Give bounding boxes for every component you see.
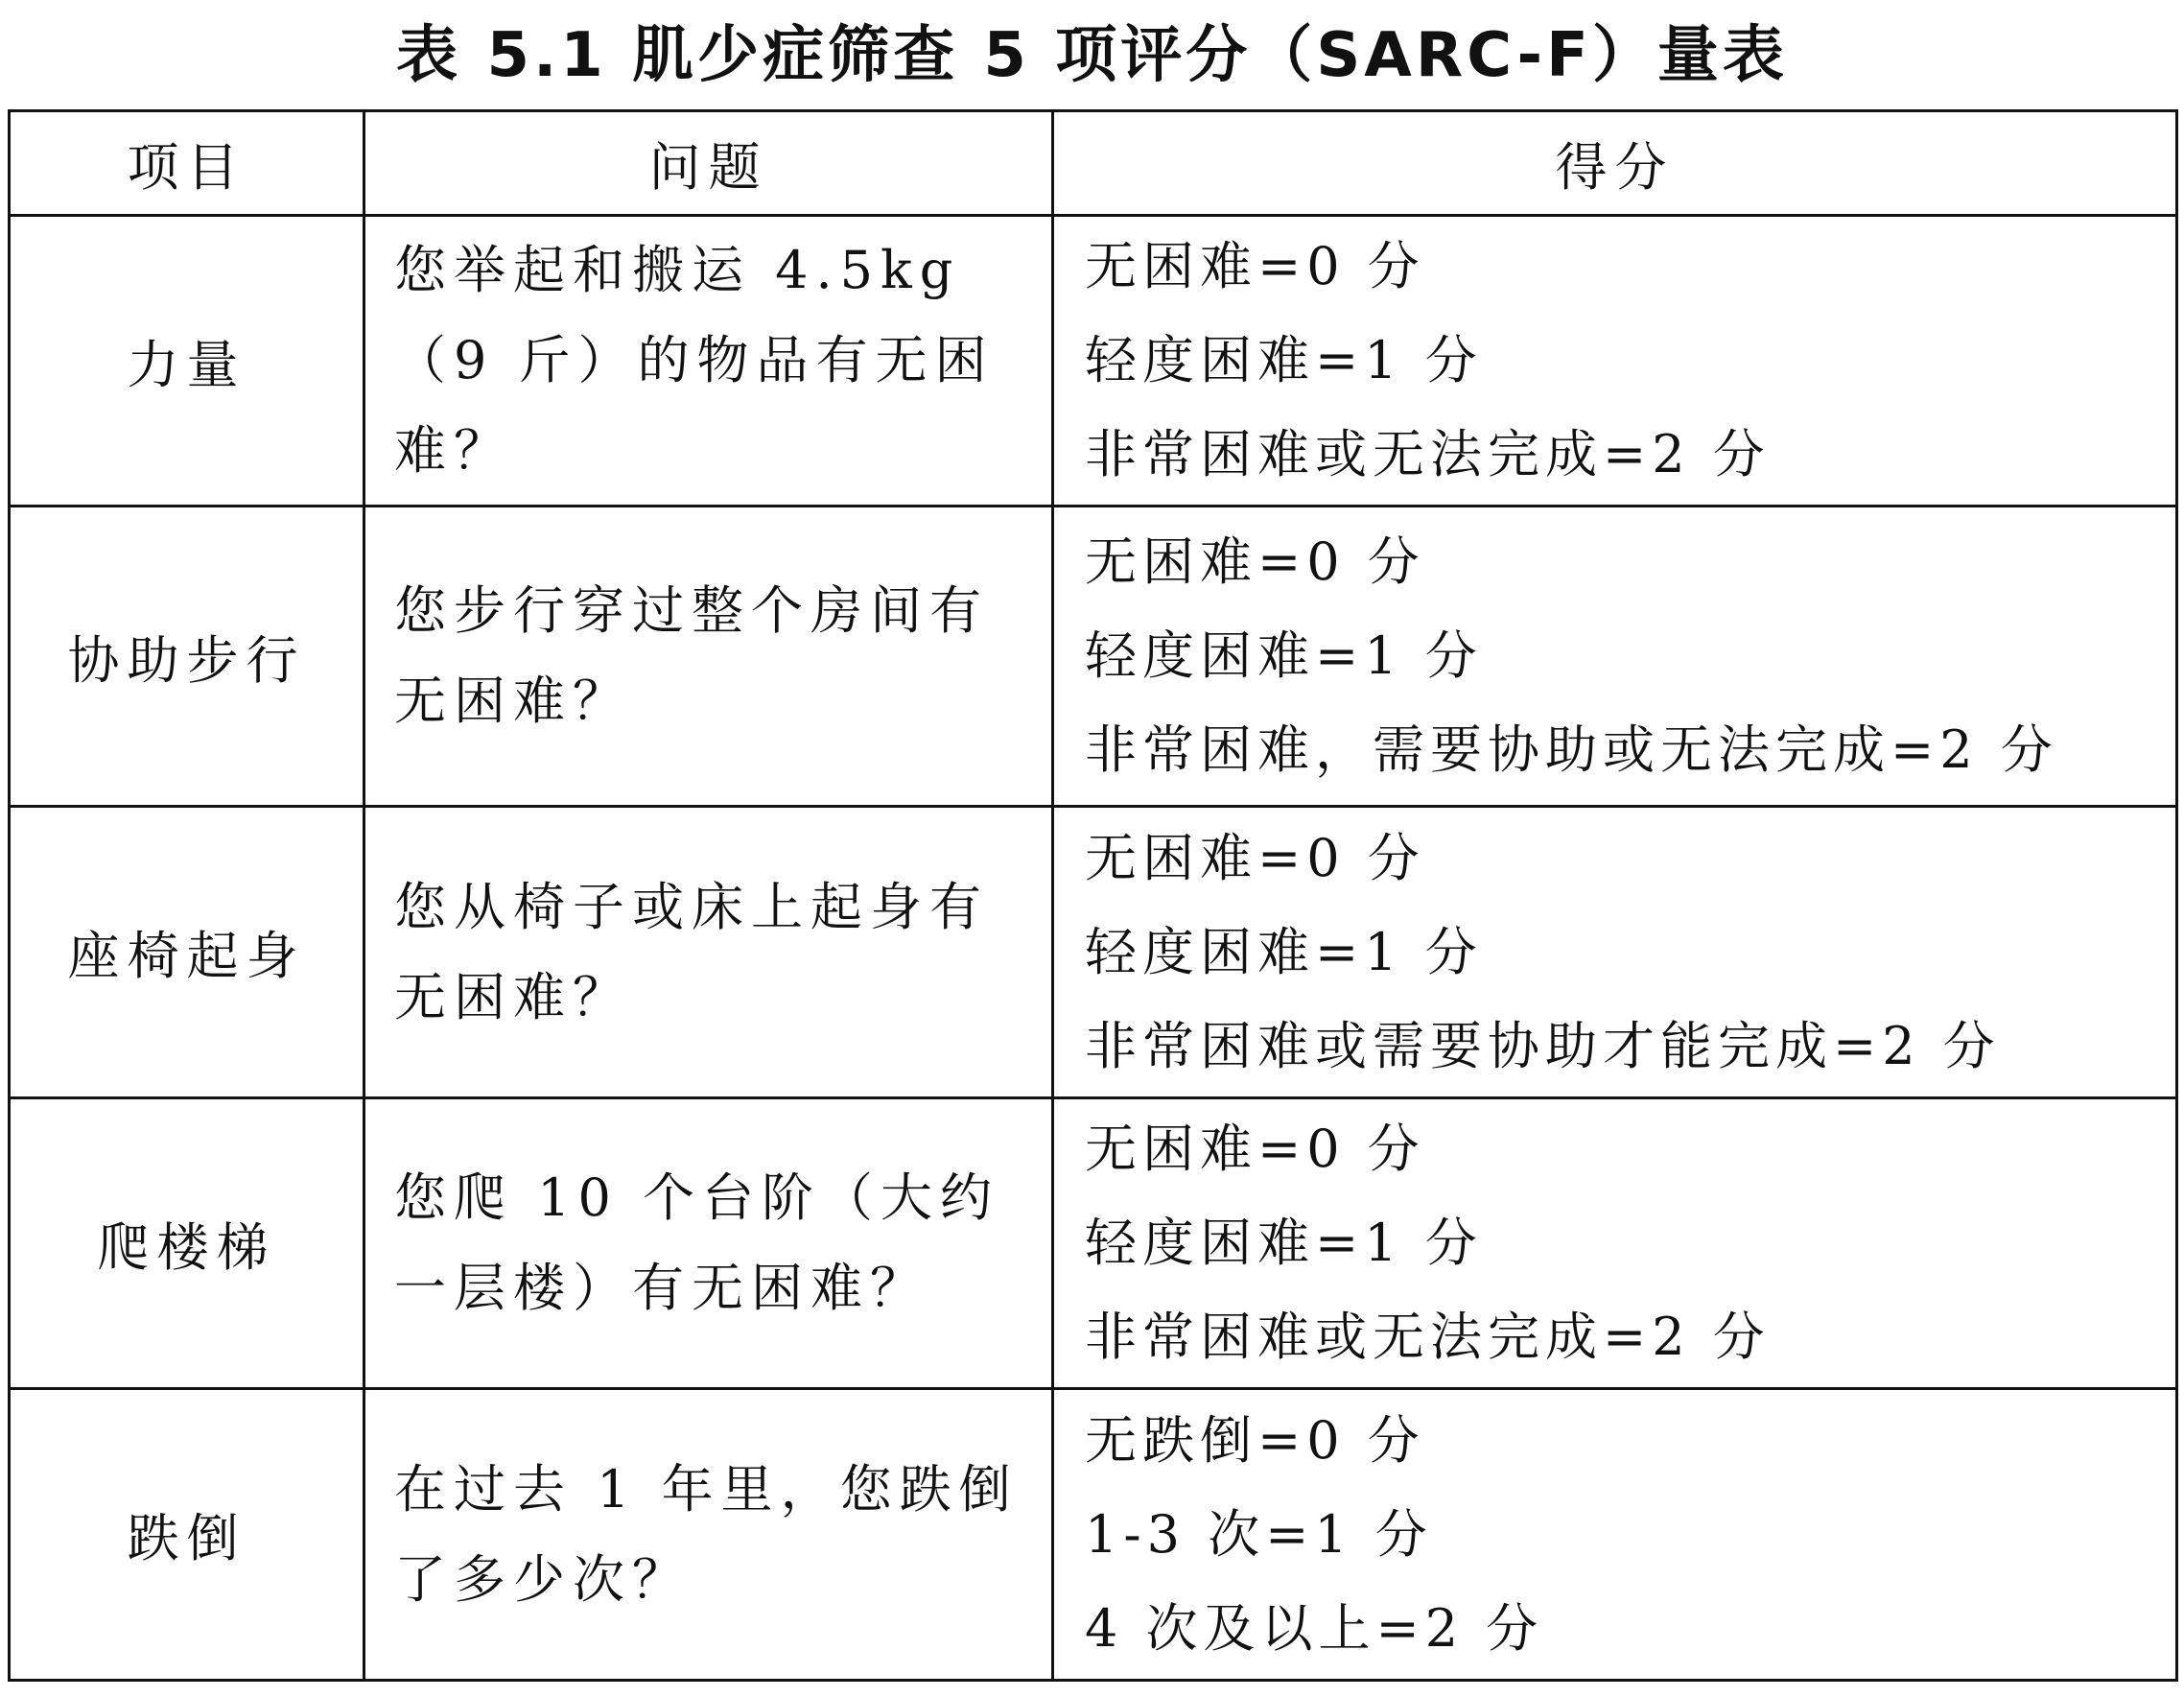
score-option: 无困难=0 分 (1085, 531, 1425, 592)
score-option: 轻度困难=1 分 (1085, 330, 1483, 390)
item-cell: 跌倒 (10, 1389, 364, 1681)
header-question: 问题 (364, 111, 1053, 216)
score-option: 1-3 次=1 分 (1085, 1503, 1433, 1565)
table-row-climb-stairs (10, 1098, 2177, 1389)
header-item: 项目 (10, 111, 364, 216)
score-cell (1053, 507, 2177, 807)
score-cell (1053, 807, 2177, 1098)
score-option: 无跌倒=0 分 (1085, 1409, 1425, 1471)
score-option: 非常困难，需要协助或无法完成=2 分 (1085, 719, 2058, 780)
score-option: 无困难=0 分 (1085, 1119, 1425, 1179)
question-cell: 您爬 10 个台阶（大约一层楼）有无困难？ (364, 1098, 1053, 1389)
score-option: 轻度困难=1 分 (1085, 921, 1483, 982)
score-option: 4 次及以上=2 分 (1085, 1597, 1544, 1659)
score-option: 轻度困难=1 分 (1085, 1213, 1483, 1273)
score-option: 无困难=0 分 (1085, 236, 1425, 296)
table-row-assistance-walking (10, 507, 2177, 807)
sarc-f-table (8, 109, 2178, 1682)
item-cell: 座椅起身 (10, 807, 364, 1098)
table-row-rise-from-chair (10, 807, 2177, 1098)
item-cell: 力量 (10, 216, 364, 507)
header-score: 得分 (1053, 111, 2177, 216)
table-title: 表 5.1 肌少症筛查 5 项评分（SARC-F）量表 (396, 20, 1788, 91)
table-row-strength (10, 216, 2177, 507)
question-cell: 您步行穿过整个房间有无困难？ (364, 507, 1053, 807)
score-option: 轻度困难=1 分 (1085, 625, 1483, 686)
score-option: 非常困难或无法完成=2 分 (1085, 424, 1771, 484)
table-row-falls (10, 1389, 2177, 1681)
header-row (10, 111, 2177, 216)
question-cell: 您从椅子或床上起身有无困难？ (364, 807, 1053, 1098)
question-cell: 您举起和搬运 4.5kg（9 斤）的物品有无困难？ (364, 216, 1053, 507)
score-option: 非常困难或无法完成=2 分 (1085, 1307, 1771, 1367)
score-cell (1053, 1098, 2177, 1389)
item-cell: 爬楼梯 (10, 1098, 364, 1389)
score-cell (1053, 216, 2177, 507)
question-cell: 在过去 1 年里，您跌倒了多少次？ (364, 1389, 1053, 1681)
item-cell: 协助步行 (10, 507, 364, 807)
score-cell (1053, 1389, 2177, 1681)
score-option: 无困难=0 分 (1085, 827, 1425, 888)
score-option: 非常困难或需要协助才能完成=2 分 (1085, 1015, 2001, 1076)
